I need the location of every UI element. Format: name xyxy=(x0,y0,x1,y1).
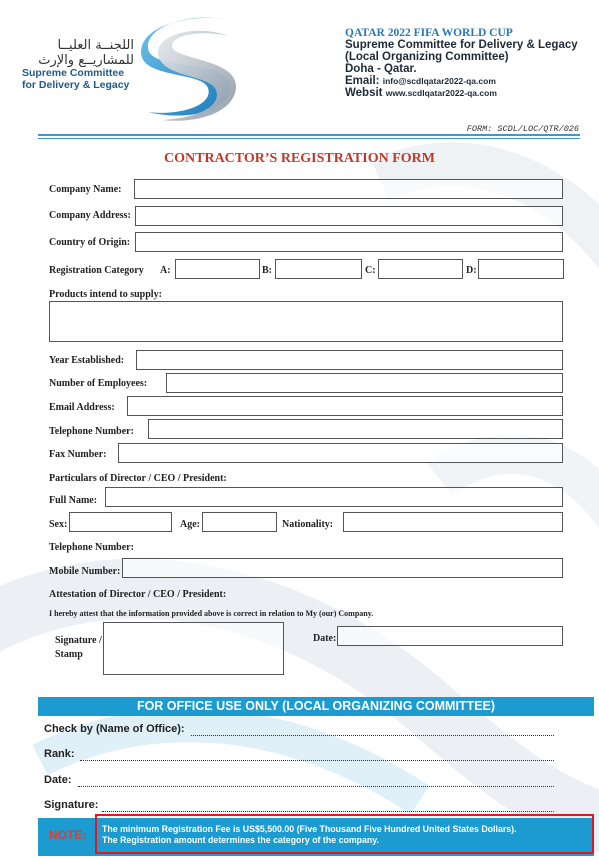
email-address-label: Email Address: xyxy=(49,402,115,413)
logo-english-line1: Supreme Committee xyxy=(22,67,125,79)
form-title: CONTRACTOR’S REGISTRATION FORM xyxy=(164,151,435,166)
signature-label-line2: Stamp xyxy=(55,649,83,660)
logo-english-text xyxy=(22,67,142,91)
category-b-label: B: xyxy=(262,265,272,276)
particulars-label: Particulars of Director / CEO / President: xyxy=(49,473,227,484)
sc-logo-icon xyxy=(138,14,246,126)
telephone-label: Telephone Number: xyxy=(49,426,134,437)
rank-label: Rank: xyxy=(44,748,75,760)
employees-field[interactable] xyxy=(166,373,563,393)
company-name-label: Company Name: xyxy=(49,184,122,195)
header-contact-block xyxy=(345,27,578,99)
category-c-field[interactable] xyxy=(378,259,463,279)
header-event-title: QATAR 2022 FIFA WORLD CUP xyxy=(345,27,513,39)
check-by-line[interactable] xyxy=(191,735,554,736)
rank-line[interactable] xyxy=(80,760,554,761)
office-signature-line[interactable] xyxy=(102,811,554,812)
products-label: Products intend to supply: xyxy=(49,289,162,300)
year-established-field[interactable] xyxy=(136,350,563,370)
year-established-label: Year Established: xyxy=(49,355,125,366)
mobile-field[interactable] xyxy=(122,558,563,578)
logo-arabic-text xyxy=(22,38,134,68)
office-use-heading: FOR OFFICE USE ONLY (LOCAL ORGANIZING COMMITTEE) xyxy=(38,697,594,716)
office-date-line[interactable] xyxy=(78,786,554,787)
header-org-name: Supreme Committee for Delivery & Legacy xyxy=(345,39,578,51)
fax-label: Fax Number: xyxy=(49,449,107,460)
signature-label-line1: Signature / xyxy=(55,635,102,646)
full-name-field[interactable] xyxy=(105,487,563,507)
header-location: Doha - Qatar. xyxy=(345,63,417,75)
nationality-field[interactable] xyxy=(343,512,563,532)
mobile-label: Mobile Number: xyxy=(49,566,121,577)
attestation-text: I hereby attest that the information provided above is correct in relation to My (our) Company. xyxy=(49,609,374,618)
signature-stamp-label xyxy=(55,634,102,662)
note-line2: The Registration amount determines the category of the company. xyxy=(102,834,379,845)
products-field[interactable] xyxy=(49,301,563,342)
email-label: Email: xyxy=(345,75,380,87)
sex-field[interactable] xyxy=(69,512,172,532)
sex-label: Sex: xyxy=(49,519,68,530)
full-name-label: Full Name: xyxy=(49,495,98,506)
logo-english-line2: for Delivery & Legacy xyxy=(22,79,130,91)
category-a-field[interactable] xyxy=(175,259,260,279)
header-divider-bottom xyxy=(38,138,580,139)
employees-label: Number of Employees: xyxy=(49,378,148,389)
country-field[interactable] xyxy=(135,232,563,252)
company-address-label: Company Address: xyxy=(49,210,131,221)
logo-arabic-line2: للمشاريــع والإرث xyxy=(38,53,134,68)
company-name-field[interactable] xyxy=(134,179,563,199)
form-number: FORM: SCDL/LOC/QTR/026 xyxy=(466,124,579,134)
check-by-label: Check by (Name of Office): xyxy=(44,723,185,735)
company-address-field[interactable] xyxy=(135,206,563,226)
category-c-label: C: xyxy=(365,265,376,276)
category-d-label: D: xyxy=(466,265,477,276)
nationality-label: Nationality: xyxy=(282,519,334,530)
fax-field[interactable] xyxy=(118,443,563,463)
header-org-sub: (Local Organizing Committee) xyxy=(345,51,509,63)
office-date-label: Date: xyxy=(44,774,72,786)
note-line1: The minimum Registration Fee is US$5,500.00 (Five Thousand Five Hundred United States Dollars). xyxy=(102,824,517,834)
age-field[interactable] xyxy=(202,512,277,532)
email-value: info@scdlqatar2022-qa.com xyxy=(382,76,496,86)
header-divider-top xyxy=(38,134,580,136)
country-label: Country of Origin: xyxy=(49,237,131,248)
telephone-field[interactable] xyxy=(148,419,563,439)
email-address-field[interactable] xyxy=(127,396,563,416)
note-text xyxy=(102,824,592,845)
website-label: Websit xyxy=(345,87,383,99)
website-value: www.scdlqatar2022-qa.com xyxy=(385,88,497,98)
date-label: Date: xyxy=(313,633,337,644)
category-b-field[interactable] xyxy=(275,259,362,279)
registration-category-label: Registration Category xyxy=(49,265,144,276)
director-telephone-label: Telephone Number: xyxy=(49,542,134,553)
attestation-label: Attestation of Director / CEO / President: xyxy=(49,589,227,600)
note-label: NOTE: xyxy=(49,828,87,842)
signature-stamp-field[interactable] xyxy=(103,622,284,675)
date-field[interactable] xyxy=(337,626,563,646)
age-label: Age: xyxy=(180,519,200,530)
office-signature-label: Signature: xyxy=(44,799,99,811)
category-a-label: A: xyxy=(160,265,171,276)
logo-arabic-line1: اللجنــة العليــا xyxy=(57,38,134,53)
category-d-field[interactable] xyxy=(478,259,564,279)
